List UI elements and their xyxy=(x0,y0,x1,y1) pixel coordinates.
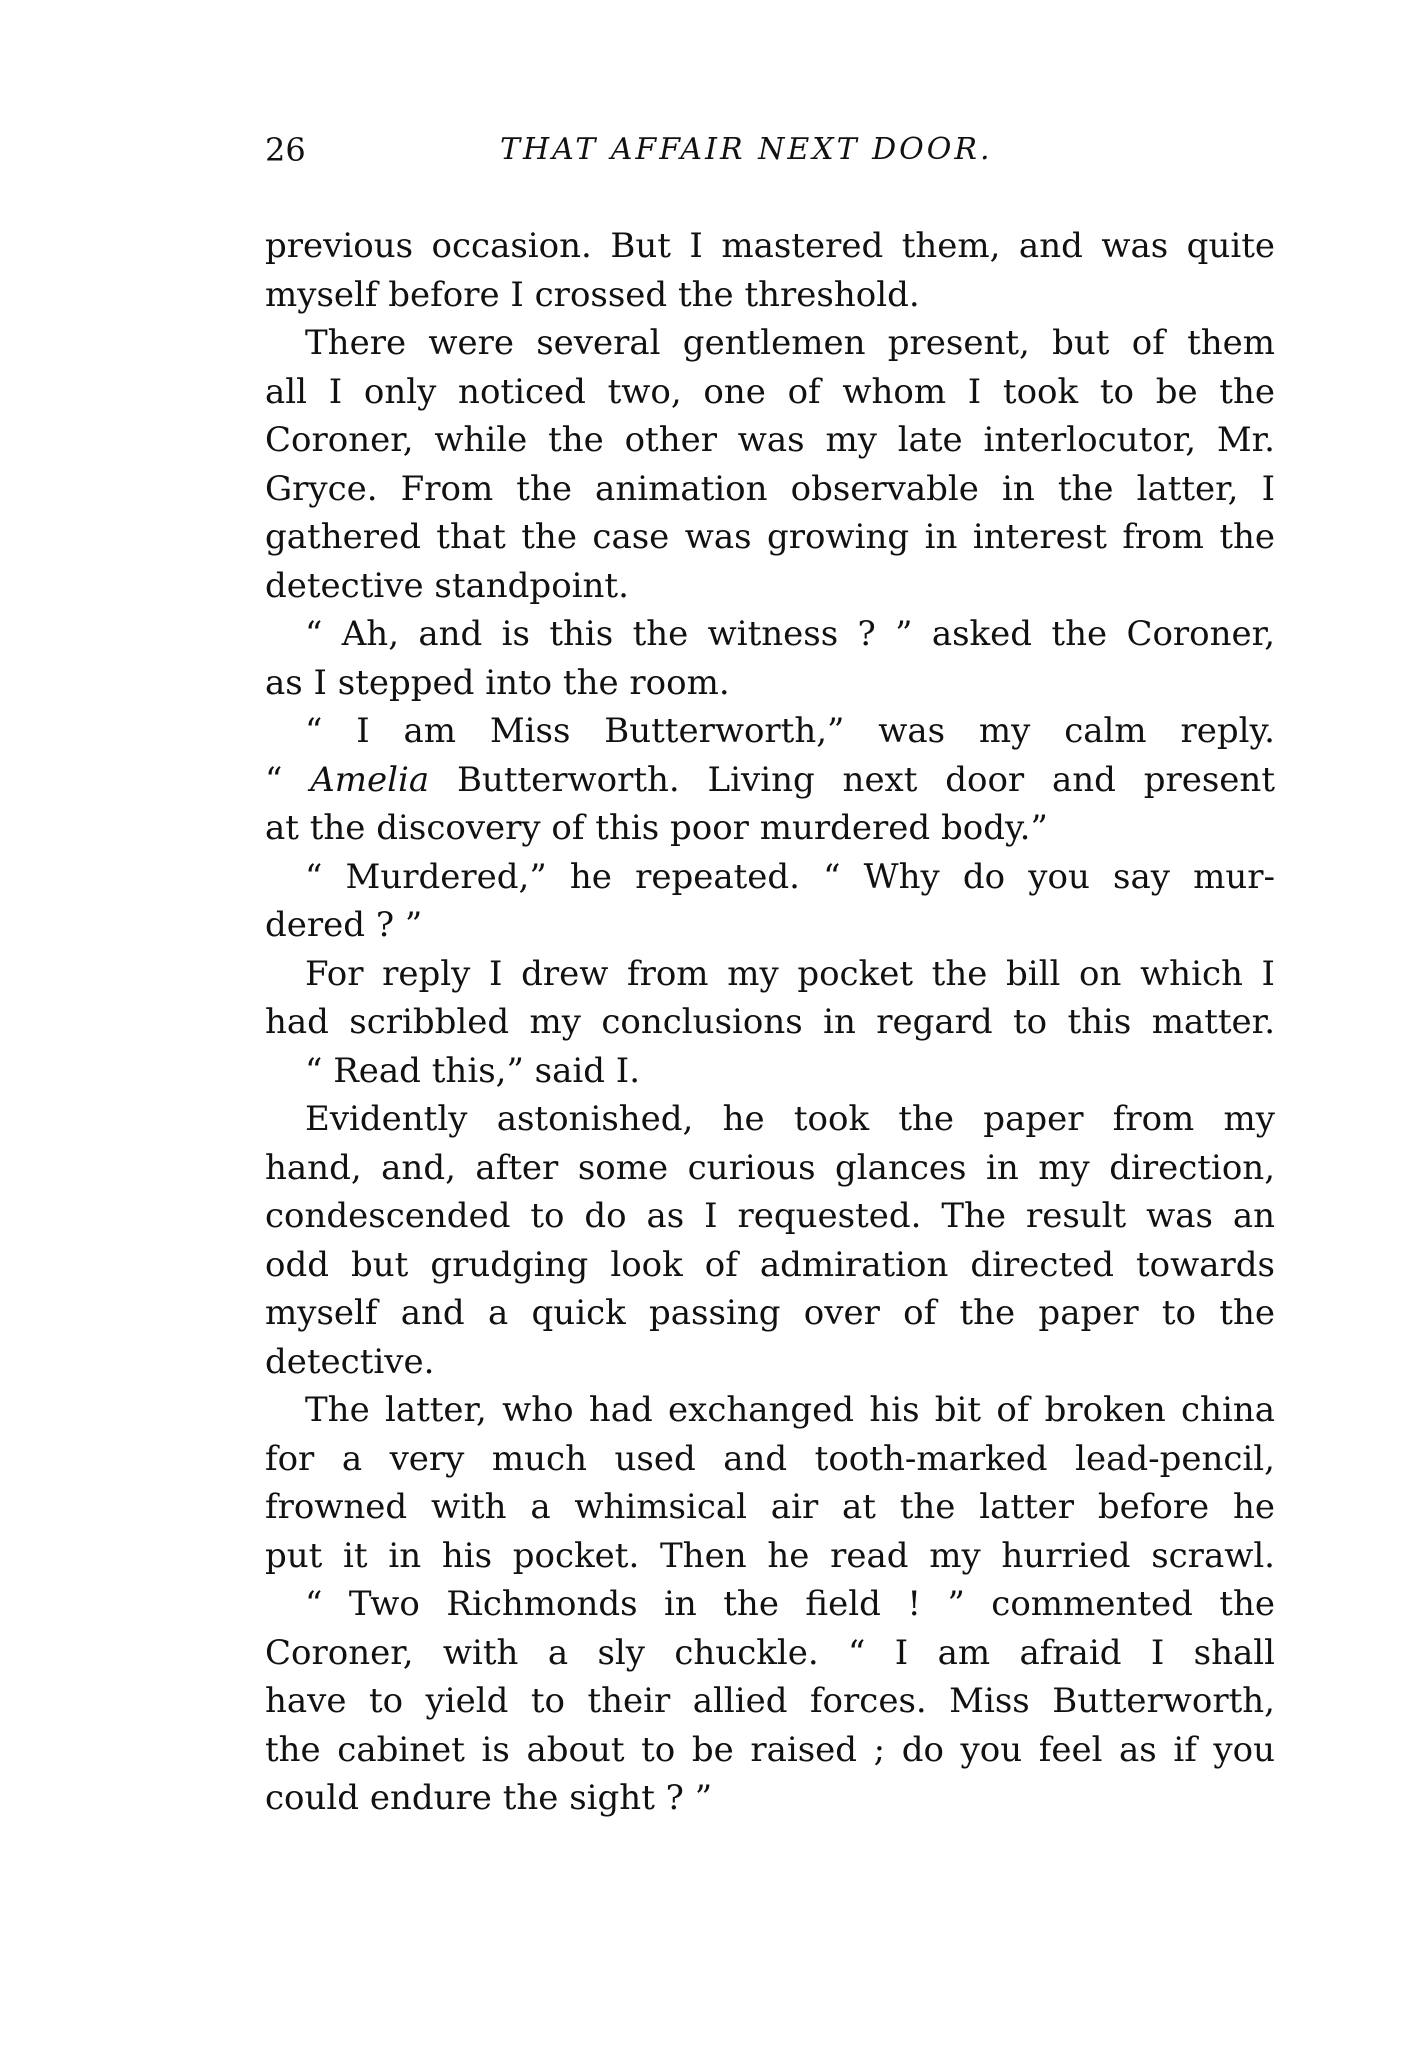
text-line: the cabinet is about to be raised ; do you feel as if you xyxy=(265,1729,1275,1770)
text-line: at the discovery of this poor murdered body.” xyxy=(265,808,1048,848)
text-line: “ I am Miss Butterworth,” was my calm reply. xyxy=(305,711,1275,751)
text-line: frowned with a whimsical air at the latter before he xyxy=(265,1487,1275,1527)
text-line: “ Read this,” said I. xyxy=(305,1050,641,1091)
emphasized-name: Amelia xyxy=(310,759,430,800)
quote-mark: “ xyxy=(265,759,311,800)
text-line: Gryce. From the animation observable in the latter, I xyxy=(265,468,1275,509)
text-line: The latter, who had exchanged his bit of broken china xyxy=(305,1390,1275,1430)
page-number: 26 xyxy=(265,131,306,169)
text-line: gathered that the case was growing in interest from the xyxy=(265,517,1275,557)
text-line: had scribbled my conclusions in regard to this matter. xyxy=(265,1002,1275,1042)
body-text xyxy=(265,222,1275,1823)
text-line: “ Ah, and is this the witness ? ” asked the Coroner, xyxy=(305,614,1275,654)
text-line: could endure the sight ? ” xyxy=(265,1778,713,1818)
text-line: all I only noticed two, one of whom I took to be the xyxy=(265,371,1275,412)
text-line: dered ? ” xyxy=(265,905,423,945)
text-line: detective. xyxy=(265,1341,435,1382)
text-line: “ Two Richmonds in the field ! ” commented the xyxy=(305,1584,1275,1624)
text-line: myself and a quick passing over of the paper to the xyxy=(265,1293,1275,1333)
text-line: hand, and, after some curious glances in my direction, xyxy=(265,1147,1275,1188)
text-line: “ Murdered,” he repeated. “ Why do you say mur- xyxy=(305,856,1275,897)
text-line: condescended to do as I requested. The result was an xyxy=(265,1196,1275,1236)
text-line: for a very much used and tooth-marked lead-pencil, xyxy=(265,1438,1275,1479)
text-line: Evidently astonished, he took the paper from my xyxy=(305,1099,1275,1139)
text-line: There were several gentlemen present, but of them xyxy=(305,323,1275,363)
text-line: odd but grudging look of admiration directed towards xyxy=(265,1244,1275,1285)
text-line: previous occasion. But I mastered them, and was quite xyxy=(265,226,1275,266)
page-header xyxy=(265,130,1275,180)
text-line: myself before I crossed the threshold. xyxy=(265,274,920,315)
text-line: Coroner, with a sly chuckle. “ I am afraid I shall xyxy=(265,1632,1275,1673)
text-line: as I stepped into the room. xyxy=(265,662,730,703)
text-line: put it in his pocket. Then he read my hurried scrawl. xyxy=(265,1535,1275,1576)
text-line: detective standpoint. xyxy=(265,565,629,606)
text-line: For reply I drew from my pocket the bill on which I xyxy=(305,953,1275,994)
text-line-with-emphasis xyxy=(265,756,1275,805)
text-line: Coroner, while the other was my late interlocutor, Mr. xyxy=(265,420,1275,460)
text-line: have to yield to their allied forces. Miss Butterworth, xyxy=(265,1681,1275,1721)
text-fragment: Butterworth. Living next door and present xyxy=(429,759,1275,800)
running-title: THAT AFFAIR NEXT DOOR. xyxy=(500,132,993,167)
